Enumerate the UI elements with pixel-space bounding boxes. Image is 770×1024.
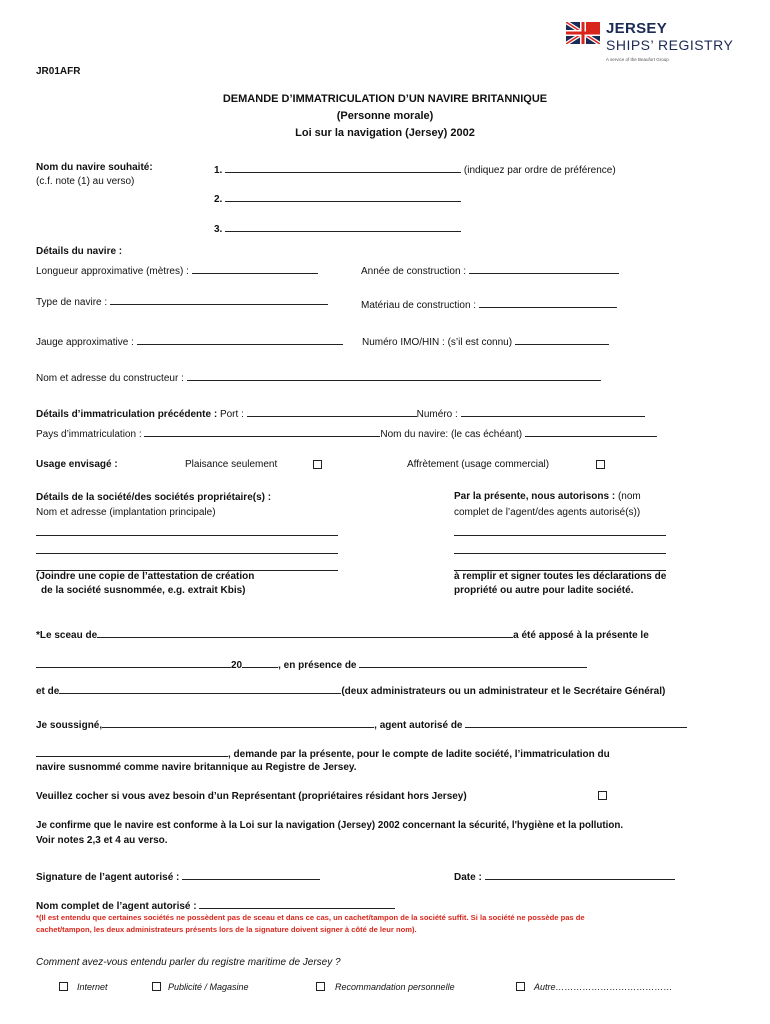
confirm-line-2: Voir notes 2,3 et 4 au verso. (36, 835, 168, 846)
builder-field[interactable] (187, 370, 601, 381)
signature-label: Signature de l’agent autorisé : (36, 872, 180, 883)
country-label: Pays d’immatriculation : (36, 429, 142, 440)
authorize-act-line-2: propriété ou autre pour ladite société. (454, 585, 634, 596)
ship-details-heading: Détails du navire : (36, 246, 123, 257)
survey-question: Comment avez-vous entendu parler du registre maritime de Jersey ? (36, 957, 341, 968)
previous-reg-heading: Détails d’immatriculation précédente : (36, 409, 218, 420)
footnote-line-2: cachet/tampon, les deux administrateurs présents lors de la signature doivent signer à côté de leur nom). (36, 925, 417, 934)
logo-title: JERSEY (606, 20, 667, 37)
undersigned-label: Je soussigné, (36, 720, 103, 731)
agent-of-label: , agent autorisé de (374, 720, 463, 731)
ship-name-2-number: 2. (214, 194, 223, 205)
flag-icon (566, 22, 600, 44)
usage-pleasure-checkbox[interactable] (313, 460, 322, 469)
survey-recommendation-label: Recommandation personnelle (335, 982, 455, 992)
ship-name-1-number: 1. (214, 165, 223, 176)
year-label: Année de construction : (361, 266, 467, 277)
type-label: Type de navire : (36, 297, 108, 308)
authorize-line-2: complet de l’agent/des agents autorisé(s)) (454, 507, 641, 518)
usage-label: Usage envisagé : (36, 459, 118, 470)
company-address-line-3[interactable] (36, 560, 338, 571)
fullname-row (36, 898, 395, 912)
length-row (36, 263, 318, 277)
signature-row (36, 869, 320, 883)
request-text: , demande par la présente, pour le compte de ladite société, l’immatriculation du (228, 749, 610, 760)
company-attach-line-2: de la société susnommée, e.g. extrait Kbis) (41, 585, 246, 596)
ship-name-2-field[interactable] (225, 191, 461, 202)
company-address-line-2[interactable] (36, 543, 338, 554)
usage-charter-label: Affrètement (usage commercial) (407, 459, 550, 470)
previous-name-label: Nom du navire: (le cas échéant) (380, 429, 523, 440)
number-field[interactable] (461, 406, 645, 417)
seal-company-field[interactable] (97, 627, 513, 638)
port-label: Port : (219, 409, 244, 420)
ship-name-3-row (214, 221, 461, 235)
seal-suffix: a été apposé à la présente le (513, 630, 649, 641)
footnote-line-1: *(Il est entendu que certaines sociétés ne possèdent pas de sceau et dans ce cas, un cachet/tampon de la société suffit. Si la société ne possède pas de (36, 913, 585, 922)
survey-other-label: Autre………………………………… (534, 982, 673, 992)
tonnage-row (36, 334, 343, 348)
seal-and-row (36, 683, 665, 697)
seal-date-field[interactable] (36, 657, 231, 668)
builder-label: Nom et adresse du constructeur : (36, 373, 184, 384)
ship-name-hint: (indiquez par ordre de préférence) (463, 165, 616, 176)
usage-charter-checkbox[interactable] (596, 460, 605, 469)
form-code: JR01AFR (36, 66, 81, 77)
survey-advert-label: Publicité / Magasine (168, 982, 249, 992)
date-label: Date : (454, 872, 482, 883)
date-row (454, 869, 675, 883)
title-line-3: Loi sur la navigation (Jersey) 2002 (295, 127, 475, 139)
previous-name-field[interactable] (525, 426, 657, 437)
agent-name-line-3[interactable] (454, 560, 666, 571)
previous-reg-row (36, 406, 645, 420)
length-field[interactable] (192, 263, 318, 274)
company-address-label: Nom et adresse (implantation principale) (36, 507, 216, 518)
ship-name-3-number: 3. (214, 224, 223, 235)
agent-of-field[interactable] (465, 717, 687, 728)
authorize-heading: Par la présente, nous autorisons : (454, 491, 616, 502)
year-row (361, 263, 619, 277)
ship-name-2-row (214, 191, 461, 205)
seal-presence-field[interactable] (359, 657, 587, 668)
company-attach-line-1: (Joindre une copie de l’attestation de création (36, 571, 255, 582)
representative-label: Veuillez cocher si vous avez besoin d’un Représentant (propriétaires résidant hors Jersey) (36, 791, 467, 802)
signature-field[interactable] (182, 869, 320, 880)
representative-checkbox[interactable] (598, 791, 607, 800)
imo-row (362, 334, 609, 348)
tonnage-field[interactable] (137, 334, 343, 345)
type-field[interactable] (110, 294, 328, 305)
seal-presence: , en présence de (278, 660, 357, 671)
confirm-line-1: Je confirme que le navire est conforme à la Loi sur la navigation (Jersey) 2002 concernant la sécurité, l'hygiène et la pollution. (36, 820, 624, 831)
year-field[interactable] (469, 263, 619, 274)
imo-label: Numéro IMO/HIN : (s’il est connu) (362, 337, 513, 348)
title-line-1: DEMANDE D’IMMATRICULATION D’UN NAVIRE BRITANNIQUE (222, 93, 548, 105)
usage-pleasure-label: Plaisance seulement (185, 459, 278, 470)
title-line-2: (Personne morale) (336, 110, 434, 122)
ship-name-label: Nom du navire souhaité: (36, 162, 153, 173)
request-row (36, 746, 610, 760)
country-field[interactable] (144, 426, 380, 437)
seal-date-row (36, 657, 587, 671)
logo-tagline: A service of the Beaufort Group (606, 57, 669, 62)
agent-name-line-2[interactable] (454, 543, 666, 554)
seal-year-prefix: 20 (231, 660, 243, 671)
survey-internet-checkbox[interactable] (59, 982, 68, 991)
imo-field[interactable] (515, 334, 609, 345)
agent-name-line-1[interactable] (454, 525, 666, 536)
tonnage-label: Jauge approximative : (36, 337, 134, 348)
request-company-field[interactable] (36, 746, 228, 757)
material-field[interactable] (479, 297, 617, 308)
type-row (36, 294, 328, 308)
port-field[interactable] (247, 406, 417, 417)
ship-name-3-field[interactable] (225, 221, 461, 232)
registry-logo (566, 20, 751, 68)
request-text-2: navire susnommé comme navire britannique au Registre de Jersey. (36, 762, 357, 773)
material-row (361, 297, 617, 311)
seal-admins-note: (deux administrateurs ou un administrateur et le Secrétaire Général) (341, 686, 666, 697)
seal-year-field[interactable] (242, 657, 278, 668)
ship-name-1-field[interactable] (225, 162, 461, 173)
seal-prefix: *Le sceau de (36, 630, 98, 641)
country-row (36, 426, 657, 440)
seal-and-field[interactable] (59, 683, 341, 694)
company-heading: Détails de la société/des sociétés propriétaire(s) : (36, 492, 272, 503)
material-label: Matériau de construction : (361, 300, 477, 311)
fullname-field[interactable] (199, 898, 395, 909)
company-address-line-1[interactable] (36, 525, 338, 536)
number-label: Numéro : (416, 409, 458, 420)
seal-row (36, 627, 649, 641)
survey-advert-checkbox[interactable] (152, 982, 161, 991)
survey-recommendation-checkbox[interactable] (316, 982, 325, 991)
survey-other-checkbox[interactable] (516, 982, 525, 991)
ship-name-note: (c.f. note (1) au verso) (36, 176, 135, 187)
ship-name-1-row (214, 162, 616, 176)
builder-row (36, 370, 601, 384)
logo-subtitle: SHIPS’ REGISTRY (606, 37, 734, 53)
fullname-label: Nom complet de l’agent autorisé : (36, 901, 197, 912)
undersigned-field[interactable] (102, 717, 374, 728)
authorize-heading-row (454, 491, 641, 502)
seal-and-label: et de (36, 686, 60, 697)
date-field[interactable] (485, 869, 675, 880)
authorize-heading-rest: (nom (617, 491, 641, 502)
survey-internet-label: Internet (77, 982, 108, 992)
length-label: Longueur approximative (mètres) : (36, 266, 189, 277)
authorize-act-line-1: à remplir et signer toutes les déclarations de (454, 571, 667, 582)
undersigned-row (36, 717, 687, 731)
